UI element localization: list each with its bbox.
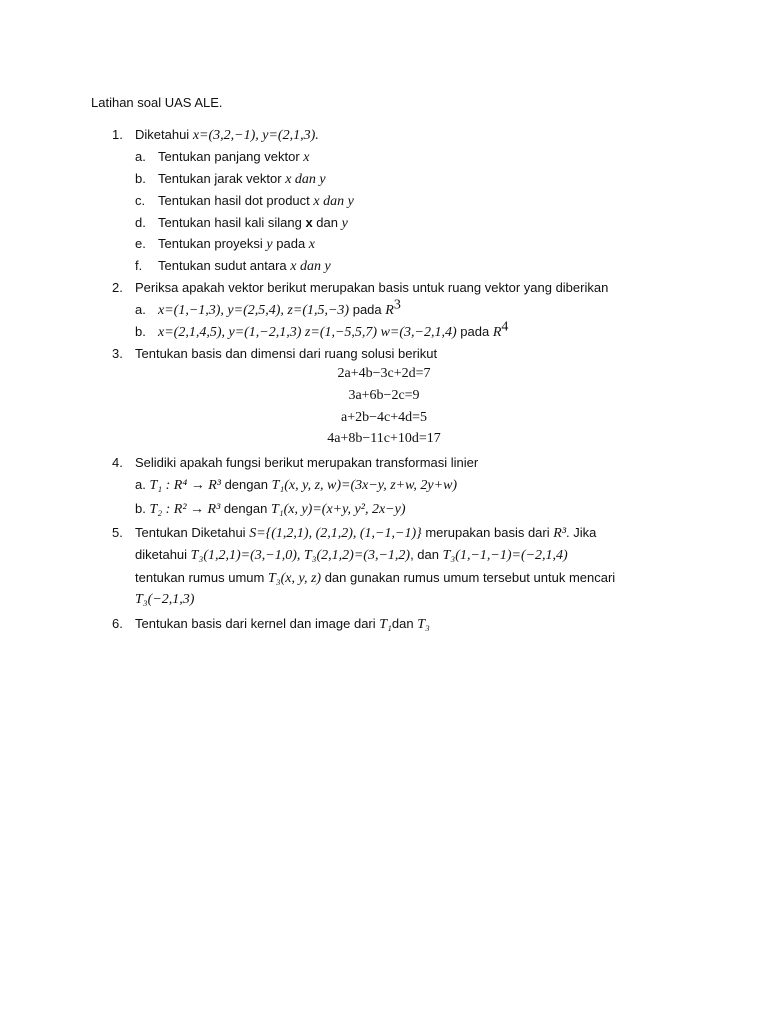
sub-item-content xyxy=(158,319,509,341)
question-text: merupakan basis dari xyxy=(425,525,550,540)
question-text: Selidiki apakah fungsi berikut merupakan transformasi linier xyxy=(135,455,479,470)
sub-item-text: Tentukan jarak vektor xyxy=(158,171,282,186)
mapping: T₁ : R⁴ → R³ xyxy=(149,478,221,493)
question-number: 1. xyxy=(112,127,123,142)
space-exponent: 4 xyxy=(501,319,509,335)
sub-item-tail: pada xyxy=(276,236,306,251)
math-expression: T₃ xyxy=(417,617,430,632)
sub-item-label: c. xyxy=(135,193,146,208)
connector-text: dengan xyxy=(224,477,268,492)
math-expression: x xyxy=(308,237,316,252)
math-expression: x dan y xyxy=(290,259,331,274)
equation: 4a+8b−11c+10d=17 xyxy=(327,431,441,446)
sub-item-label: a. xyxy=(135,149,146,164)
sub-item-label: f. xyxy=(135,258,143,273)
question-text: tentukan rumus umum xyxy=(135,570,265,585)
question-text: , dan xyxy=(410,547,439,562)
question-5-line-1 xyxy=(135,524,596,542)
question-text: Tentukan basis dari kernel dan image dari xyxy=(135,616,376,631)
equation: 3a+6b−2c=9 xyxy=(348,388,420,403)
sub-item-label: a. xyxy=(135,477,146,492)
connector-text: dengan xyxy=(223,501,268,516)
sub-item-content xyxy=(158,170,326,188)
transformation-rule: T₁(x, y)=(x+y, y², 2x−y) xyxy=(270,502,406,517)
sub-item-content xyxy=(158,192,354,210)
math-expression: T₁ xyxy=(379,617,392,632)
sub-item-label: a. xyxy=(135,302,146,317)
question-text: Tentukan Diketahui xyxy=(135,525,246,540)
sub-item-content xyxy=(135,476,457,494)
vector-space: R xyxy=(492,325,502,340)
sub-item-text: Tentukan hasil dot product xyxy=(158,193,310,208)
sub-item-tail: pada xyxy=(352,302,382,317)
sub-item-text: Tentukan hasil kali silang xyxy=(158,215,302,230)
sub-item-content xyxy=(158,214,348,232)
sub-item-tail: pada xyxy=(460,324,490,339)
sub-item-content xyxy=(158,148,310,166)
line-content xyxy=(135,546,568,564)
question-text: Diketahui xyxy=(135,127,190,142)
math-expression: y xyxy=(341,216,348,231)
math-expression: x dan y xyxy=(285,172,326,187)
sub-item-text: Tentukan panjang vektor xyxy=(158,149,300,164)
sub-item-content xyxy=(135,500,406,518)
math-expression: T₃(1,2,1)=(3,−1,0), T₃(2,1,2)=(3,−1,2) xyxy=(190,548,411,563)
space-exponent: 3 xyxy=(393,297,401,313)
math-expression: T₃(−2,1,3) xyxy=(135,592,195,607)
sub-item-text: Tentukan proyeksi xyxy=(158,236,263,251)
question-number: 2. xyxy=(112,280,123,295)
sub-item-text: Tentukan sudut antara xyxy=(158,258,287,273)
math-expression: T₃(x, y, z) xyxy=(267,571,322,586)
document-title: Latihan soal UAS ALE. xyxy=(91,95,223,110)
math-expression: x=(3,2,−1), y=(2,1,3). xyxy=(192,128,319,143)
equation: 2a+4b−3c+2d=7 xyxy=(337,366,431,381)
math-expression: x=(2,1,4,5), y=(1,−2,1,3) z=(1,−5,5,7) w=(3,−2,1,4) xyxy=(158,325,457,340)
question-text: Periksa apakah vektor berikut merupakan basis untuk ruang vektor yang diberikan xyxy=(135,280,609,295)
question-number: 4. xyxy=(112,455,123,470)
sub-item-label: b. xyxy=(135,501,146,516)
question-text: dan xyxy=(391,616,414,631)
bold-variable: x xyxy=(305,215,313,230)
question-6-content xyxy=(135,615,430,633)
basis-set: S={(1,2,1), (2,1,2), (1,−1,−1)} xyxy=(249,526,422,541)
question-1-content xyxy=(135,126,319,144)
sub-item-content xyxy=(158,257,331,275)
math-expression: x=(1,−1,3), y=(2,5,4), z=(1,5,−3) xyxy=(158,303,350,318)
mapping: T₂ : R² → R³ xyxy=(149,502,221,517)
question-number: 3. xyxy=(112,346,123,361)
vector-space: R³ xyxy=(553,526,567,541)
question-number: 5. xyxy=(112,525,123,540)
question-text: dan gunakan rumus umum tersebut untuk mencari xyxy=(324,570,616,585)
sub-item-label: b. xyxy=(135,171,146,186)
math-expression: x xyxy=(303,150,310,165)
math-expression: y xyxy=(266,237,273,252)
equation: a+2b−4c+4d=5 xyxy=(340,410,427,425)
sub-item-label: b. xyxy=(135,324,146,339)
math-expression: T₃(1,−1,−1)=(−2,1,4) xyxy=(442,548,568,563)
sub-item-content xyxy=(158,297,401,319)
question-number: 6. xyxy=(112,616,123,631)
sub-item-content xyxy=(158,235,315,253)
math-expression: x dan y xyxy=(313,194,354,209)
vector-space: R xyxy=(385,303,394,318)
sub-item-tail: dan xyxy=(316,215,338,230)
question-text: . Jika xyxy=(566,525,597,540)
sub-item-label: d. xyxy=(135,215,146,230)
question-text: Tentukan basis dan dimensi dari ruang solusi berikut xyxy=(135,346,438,361)
sub-item-label: e. xyxy=(135,236,146,251)
transformation-rule: T₁(x, y, z, w)=(3x−y, z+w, 2y+w) xyxy=(271,478,458,493)
line-content xyxy=(135,569,615,587)
question-text: diketahui xyxy=(135,547,188,562)
